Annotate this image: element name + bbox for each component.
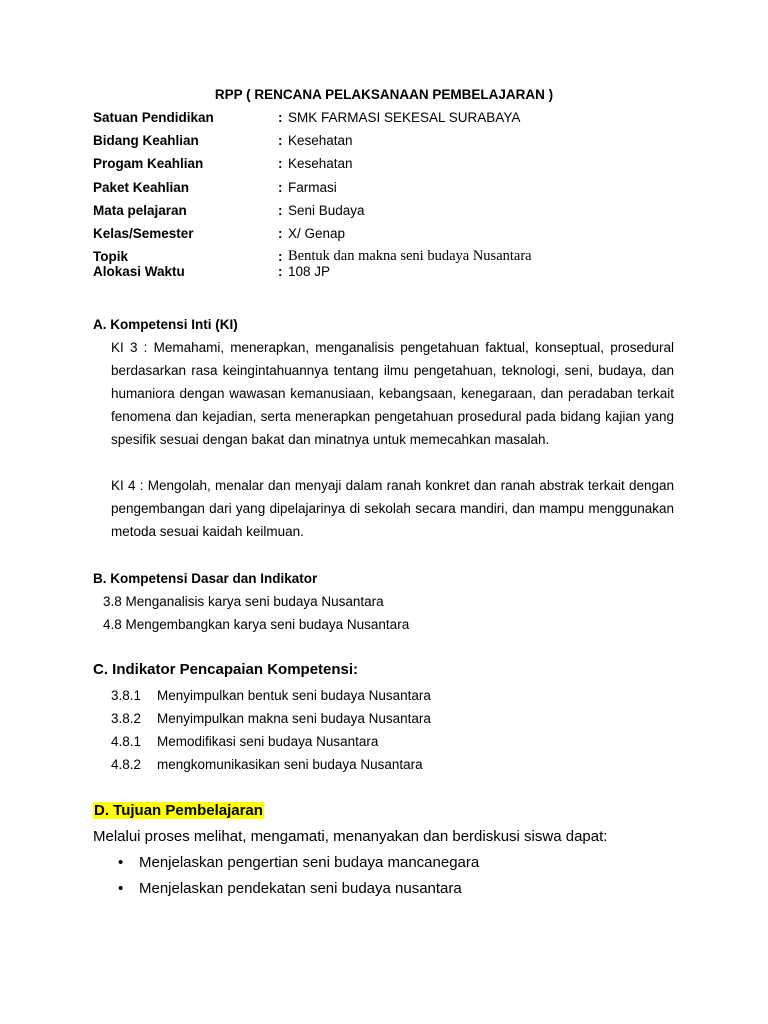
section-a-heading: A. Kompetensi Inti (KI) (93, 317, 238, 332)
identity-colon: : (278, 133, 283, 148)
identity-label: Alokasi Waktu (93, 264, 185, 279)
indicator-number: 4.8.1 (111, 734, 142, 749)
ki3-text: KI 3 : Memahami, menerapkan, menganalisis pengetahuan faktual, konseptual, prosedural berdasarkan rasa keingintahuannya tentang ilmu pengetahuan, teknologi, seni, budaya, dan humaniora dengan wawasan kemanusiaan, kebangsaan, kenegaraan, dan peradaban terkait fenomena dan kejadian, serta menerapkan pengetahuan prosedural pada bidang kajian yang spesifik sesuai dengan bakat dan minatnya untuk memecahkan masalah. (111, 340, 674, 447)
identity-label: Paket Keahlian (93, 180, 190, 195)
list-item-text: Menjelaskan pengertian seni budaya mancanegara (139, 854, 480, 871)
section-d-intro: Melalui proses melihat, mengamati, menanyakan dan berdiskusi siswa dapat: (93, 828, 608, 845)
indicator-text: mengkomunikasikan seni budaya Nusantara (157, 757, 423, 772)
section-d-heading: D. Tujuan Pembelajaran (94, 802, 263, 819)
identity-colon: : (278, 249, 283, 264)
identity-value: Farmasi (288, 180, 337, 195)
indicator-text: Menyimpulkan bentuk seni budaya Nusantara (157, 688, 431, 703)
identity-label: Mata pelajaran (93, 203, 187, 218)
bullet-icon: • (118, 880, 124, 897)
identity-value: SMK FARMASI SEKESAL SURABAYA (288, 110, 521, 125)
document-title: RPP ( RENCANA PELAKSANAAN PEMBELAJARAN ) (214, 87, 554, 102)
identity-colon: : (278, 226, 283, 241)
identity-value: 108 JP (288, 264, 331, 279)
list-item-text: Menjelaskan pendekatan seni budaya nusantara (139, 880, 462, 897)
identity-colon: : (278, 203, 283, 218)
identity-label: Bidang Keahlian (93, 133, 199, 148)
kd-item: 4.8 Mengembangkan karya seni budaya Nusantara (103, 617, 410, 632)
kd-item: 3.8 Menganalisis karya seni budaya Nusantara (103, 594, 384, 609)
identity-colon: : (278, 110, 283, 125)
identity-label: Satuan Pendidikan (93, 110, 214, 125)
ki3-paragraph (111, 336, 674, 451)
indicator-number: 4.8.2 (111, 757, 142, 772)
identity-value: Seni Budaya (288, 203, 365, 218)
identity-label: Kelas/Semester (93, 226, 194, 241)
identity-label: Progam Keahlian (93, 156, 204, 171)
identity-colon: : (278, 180, 283, 195)
indicator-text: Menyimpulkan makna seni budaya Nusantara (157, 711, 431, 726)
identity-value: Kesehatan (288, 156, 353, 171)
identity-value: X/ Genap (288, 226, 346, 241)
identity-value: Kesehatan (288, 133, 353, 148)
section-b-heading: B. Kompetensi Dasar dan Indikator (93, 571, 318, 586)
bullet-icon: • (118, 854, 124, 871)
section-c-heading: C. Indikator Pencapaian Kompetensi: (93, 661, 359, 678)
ki4-text: KI 4 : Mengolah, menalar dan menyaji dalam ranah konkret dan ranah abstrak terkait dengan pengembangan dari yang dipelajarinya di sekolah secara mandiri, dan mampu menggunakan metoda sesuai kaidah keilmuan. (111, 478, 674, 539)
indicator-number: 3.8.1 (111, 688, 142, 703)
identity-colon: : (278, 264, 283, 279)
identity-label: Topik (93, 249, 128, 264)
indicator-text: Memodifikasi seni budaya Nusantara (157, 734, 379, 749)
identity-value: Bentuk dan makna seni budaya Nusantara (288, 248, 532, 264)
identity-colon: : (278, 156, 283, 171)
ki4-paragraph (111, 474, 674, 543)
indicator-number: 3.8.2 (111, 711, 142, 726)
